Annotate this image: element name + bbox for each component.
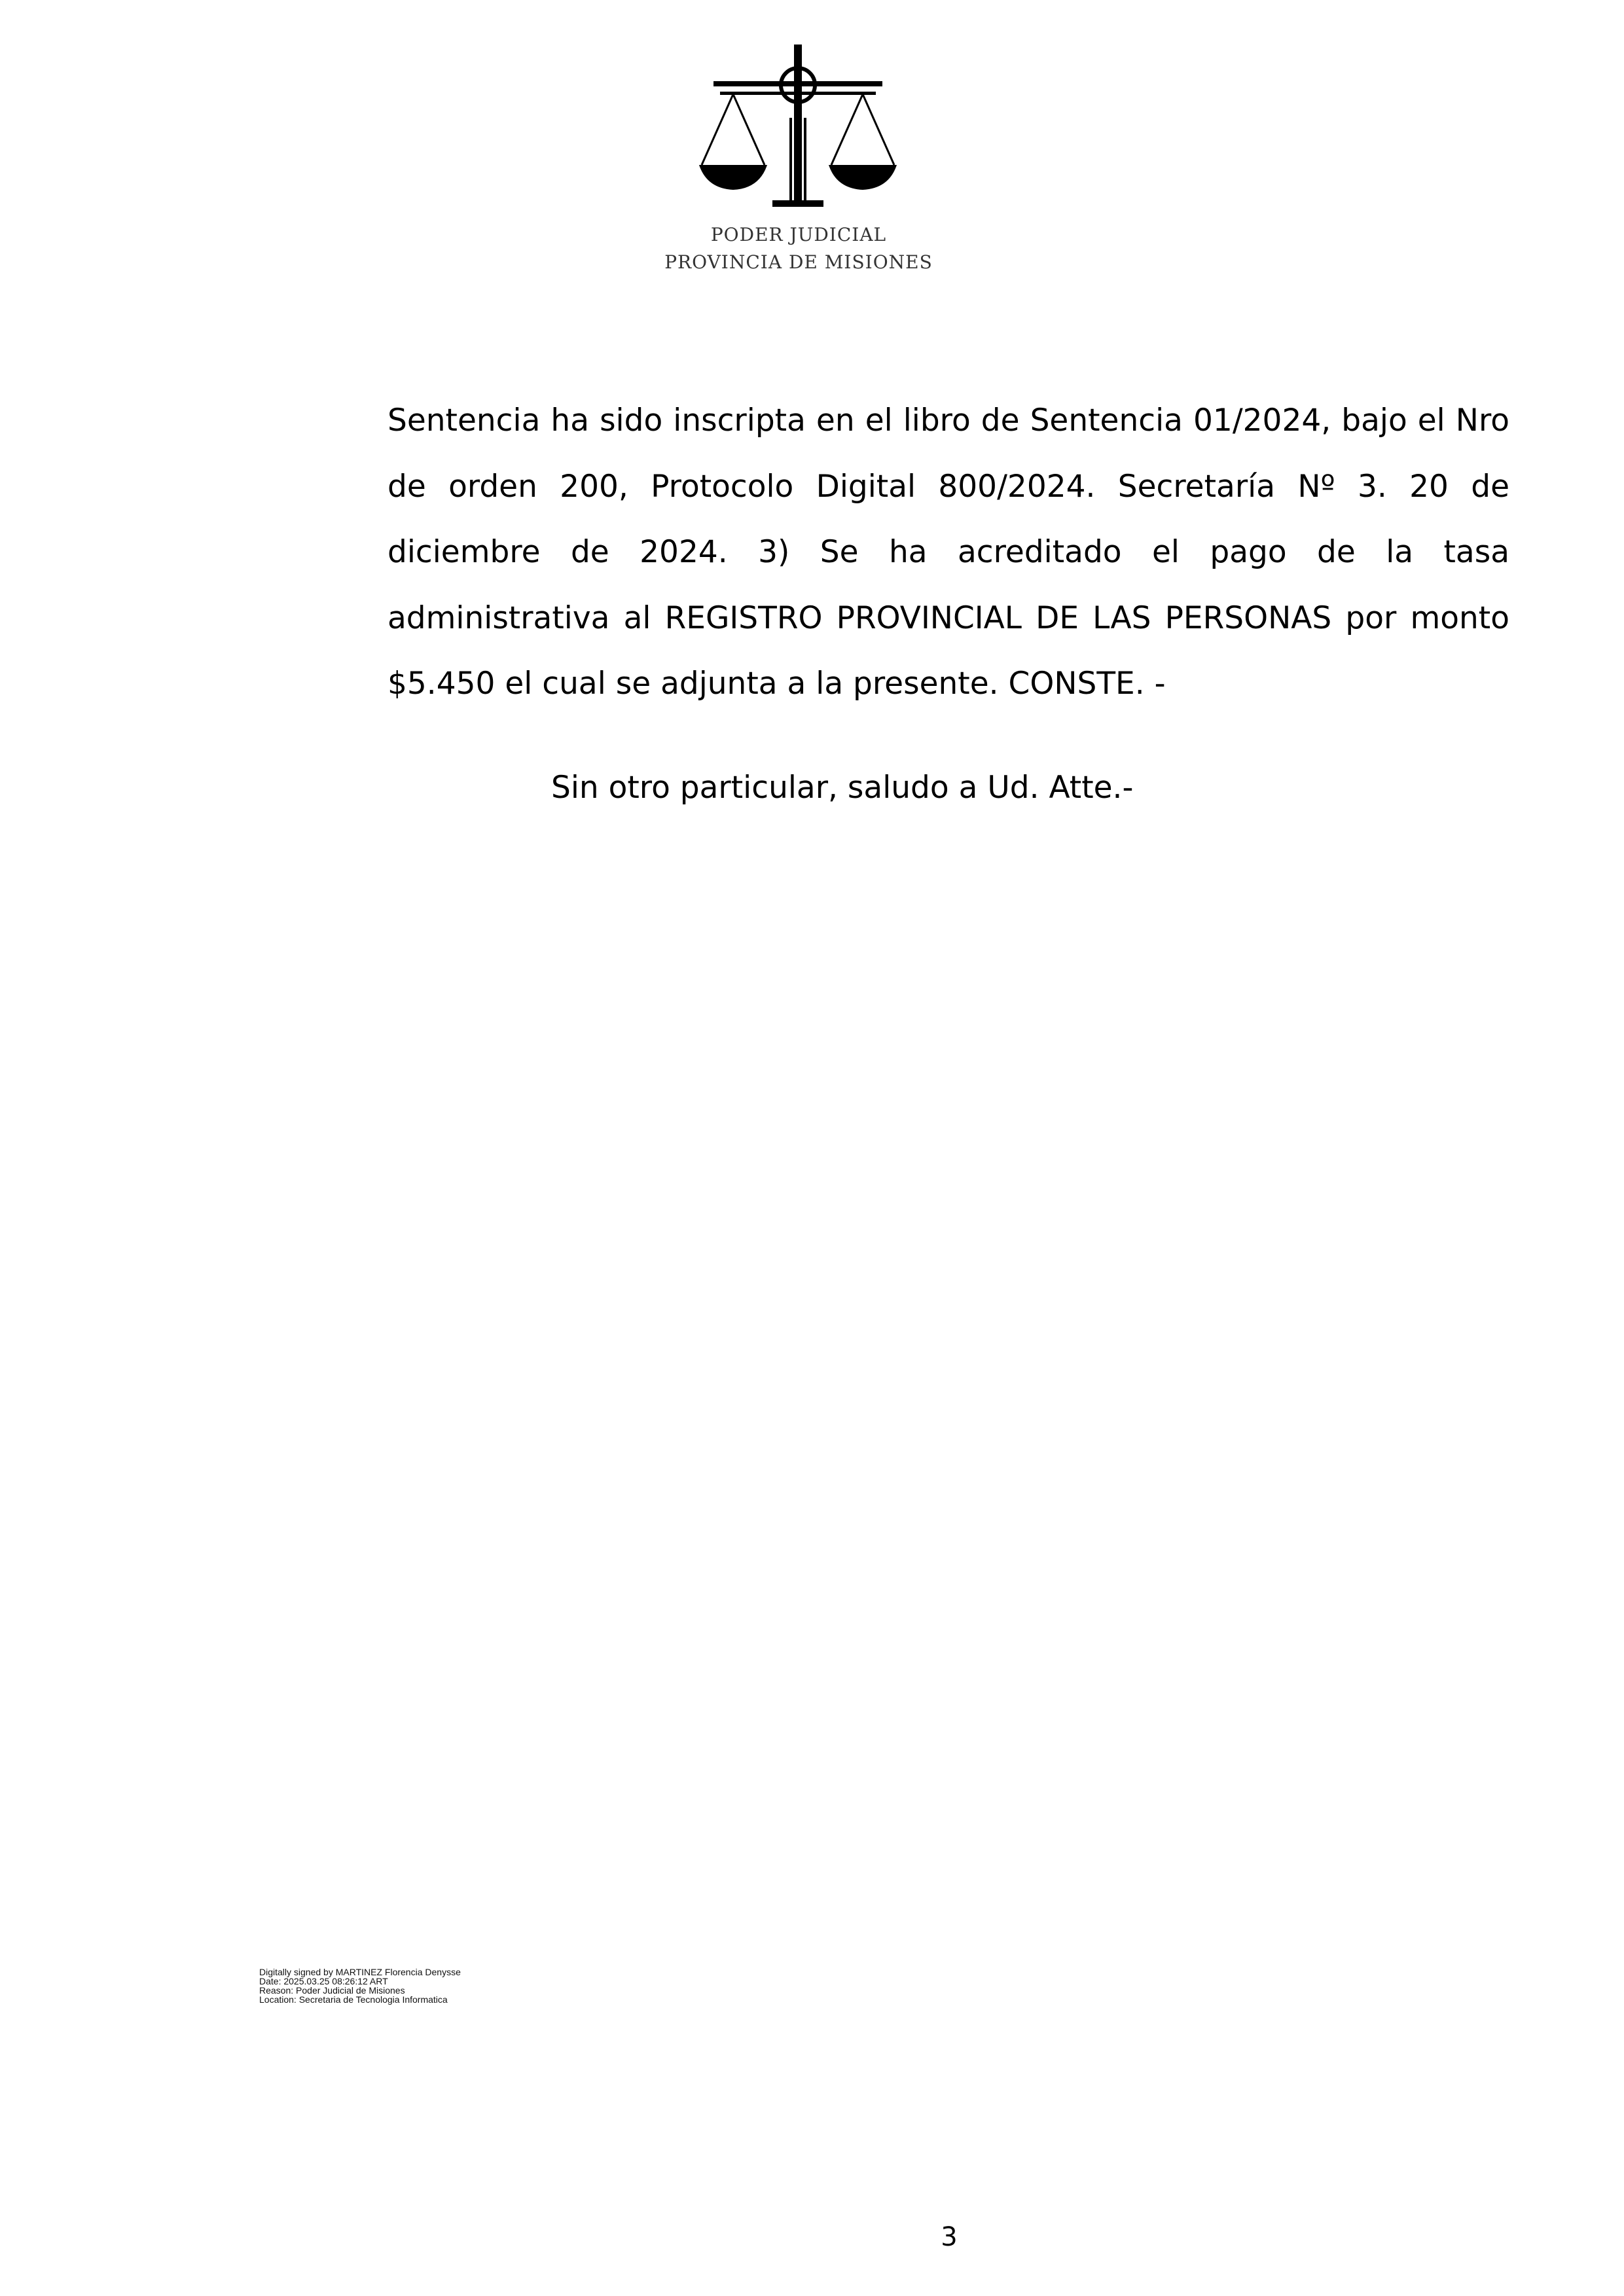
scales-of-justice-icon [694, 39, 903, 216]
seal-subtitle: PROVINCIA DE MISIONES [664, 251, 933, 273]
page-number: 3 [941, 2222, 958, 2252]
digital-signature-block [259, 1967, 482, 2004]
body-paragraph: Sentencia ha sido inscripta en el libro de Sentencia 01/2024, bajo el Nro de orden 200, Protocolo Digital 800/2024. Secretaría Nº 3. 20 de diciembre de 2024. 3) Se ha acreditado el pago de la tasa administrativa al REGISTRO PROVINCIAL DE LAS PERSONAS por monto $5.450 el cual se adjunta a la presente. CONSTE. - [388, 403, 1509, 702]
signature-location: Location: Secretaria de Tecnologia Informatica [259, 1994, 448, 2005]
letterhead [628, 39, 969, 288]
signature-signer: Digitally signed by MARTINEZ Florencia Denysse [259, 1967, 461, 1977]
signature-reason: Reason: Poder Judicial de Misiones [259, 1985, 405, 1996]
closing-line: Sin otro particular, saludo a Ud. Atte.- [551, 770, 1134, 806]
seal-title: PODER JUDICIAL [710, 224, 887, 245]
signature-date: Date: 2025.03.25 08:26:12 ART [259, 1976, 388, 1986]
